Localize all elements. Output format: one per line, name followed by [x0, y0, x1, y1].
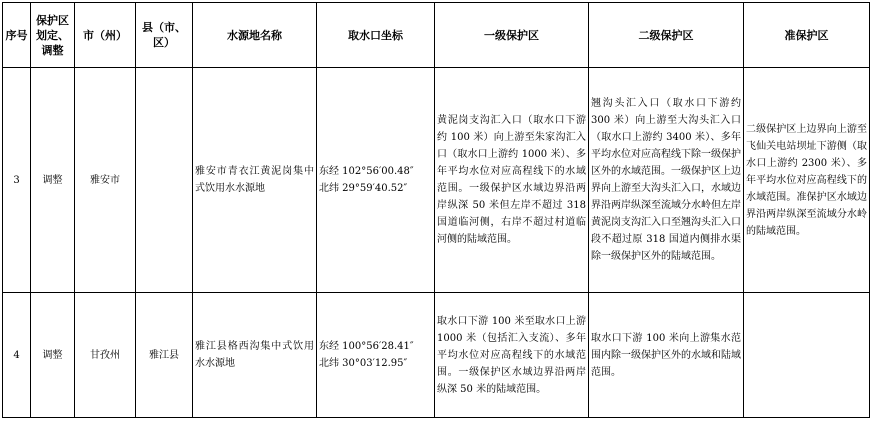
cell-zone-action: 调整 [31, 293, 75, 418]
header-quasi-zone: 准保护区 [744, 3, 870, 68]
cell-city: 甘孜州 [75, 293, 136, 418]
protection-zone-table [2, 2, 870, 418]
cell-county: 雅江县 [136, 293, 193, 418]
header-county: 县（市、区） [136, 3, 193, 68]
header-intake-coordinates: 取水口坐标 [317, 3, 435, 68]
table-row [3, 293, 870, 418]
cell-serial-number: 4 [3, 293, 31, 418]
table-header-row [3, 3, 870, 68]
cell-level1-zone: 黄泥岗支沟汇入口（取水口下游约 100 米）向上游至朱家沟汇入口（取水口上游约 1000 米）、多年平均水位对应高程线下的水域范围。一级保护区水域边界沿两岸纵深 50 米但左岸不超过 318 国道临河侧，右岸不超过村道临河侧的陆域范围。 [435, 68, 589, 293]
cell-water-source-name: 雅江县格西沟集中式饮用水水源地 [193, 293, 317, 418]
cell-county [136, 68, 193, 293]
cell-quasi-zone [744, 293, 870, 418]
coordinate-east: 东经 100°56′28.41″ [319, 341, 414, 352]
cell-quasi-zone: 二级保护区上边界向上游至飞仙关电站坝址下游侧（取水口上游约 2300 米）、多年平均水位对应高程线下的水域范围。准保护区水域边界沿两岸纵深至流域分水岭的陆域范围。 [744, 68, 870, 293]
header-city: 市（州） [75, 3, 136, 68]
cell-level1-zone: 取水口下游 100 米至取水口上游 1000 米（包括汇入支流）、多年平均水位对应高程线下的水域范围。一级保护区水域边界沿两岸纵深 50 米的陆域范围。 [435, 293, 589, 418]
coordinate-north: 北纬 29°59′40.52″ [319, 183, 408, 194]
table-row [3, 68, 870, 293]
cell-water-source-name: 雅安市青衣江黄泥岗集中式饮用水水源地 [193, 68, 317, 293]
cell-level2-zone: 取水口下游 100 米向上游集水范围内除一级保护区外的水域和陆域范围。 [589, 293, 744, 418]
cell-intake-coordinates [317, 68, 435, 293]
cell-city: 雅安市 [75, 68, 136, 293]
cell-intake-coordinates [317, 293, 435, 418]
cell-zone-action: 调整 [31, 68, 75, 293]
cell-level2-zone: 翘沟头汇入口（取水口下游约 300 米）向上游至大沟头汇入口（取水口上游约 3400 米）、多年平均水位对应高程线下除一级保护区外的水域范围。一级保护区上边界向上游至大沟头汇入口，水域边界沿两岸纵深至流域分水岭但左岸黄泥岗支沟汇入口至翘沟头汇入口段不超过原 318 国道内侧排水渠除一级保护区外的陆域范围。 [589, 68, 744, 293]
header-level2-zone: 二级保护区 [589, 3, 744, 68]
coordinate-east: 东经 102°56′00.48″ [319, 166, 414, 177]
cell-serial-number: 3 [3, 68, 31, 293]
header-water-source-name: 水源地名称 [193, 3, 317, 68]
header-level1-zone: 一级保护区 [435, 3, 589, 68]
header-zone-action: 保护区划定、调整 [31, 3, 75, 68]
header-serial-number: 序号 [3, 3, 31, 68]
coordinate-north: 北纬 30°03′12.95″ [319, 358, 408, 369]
